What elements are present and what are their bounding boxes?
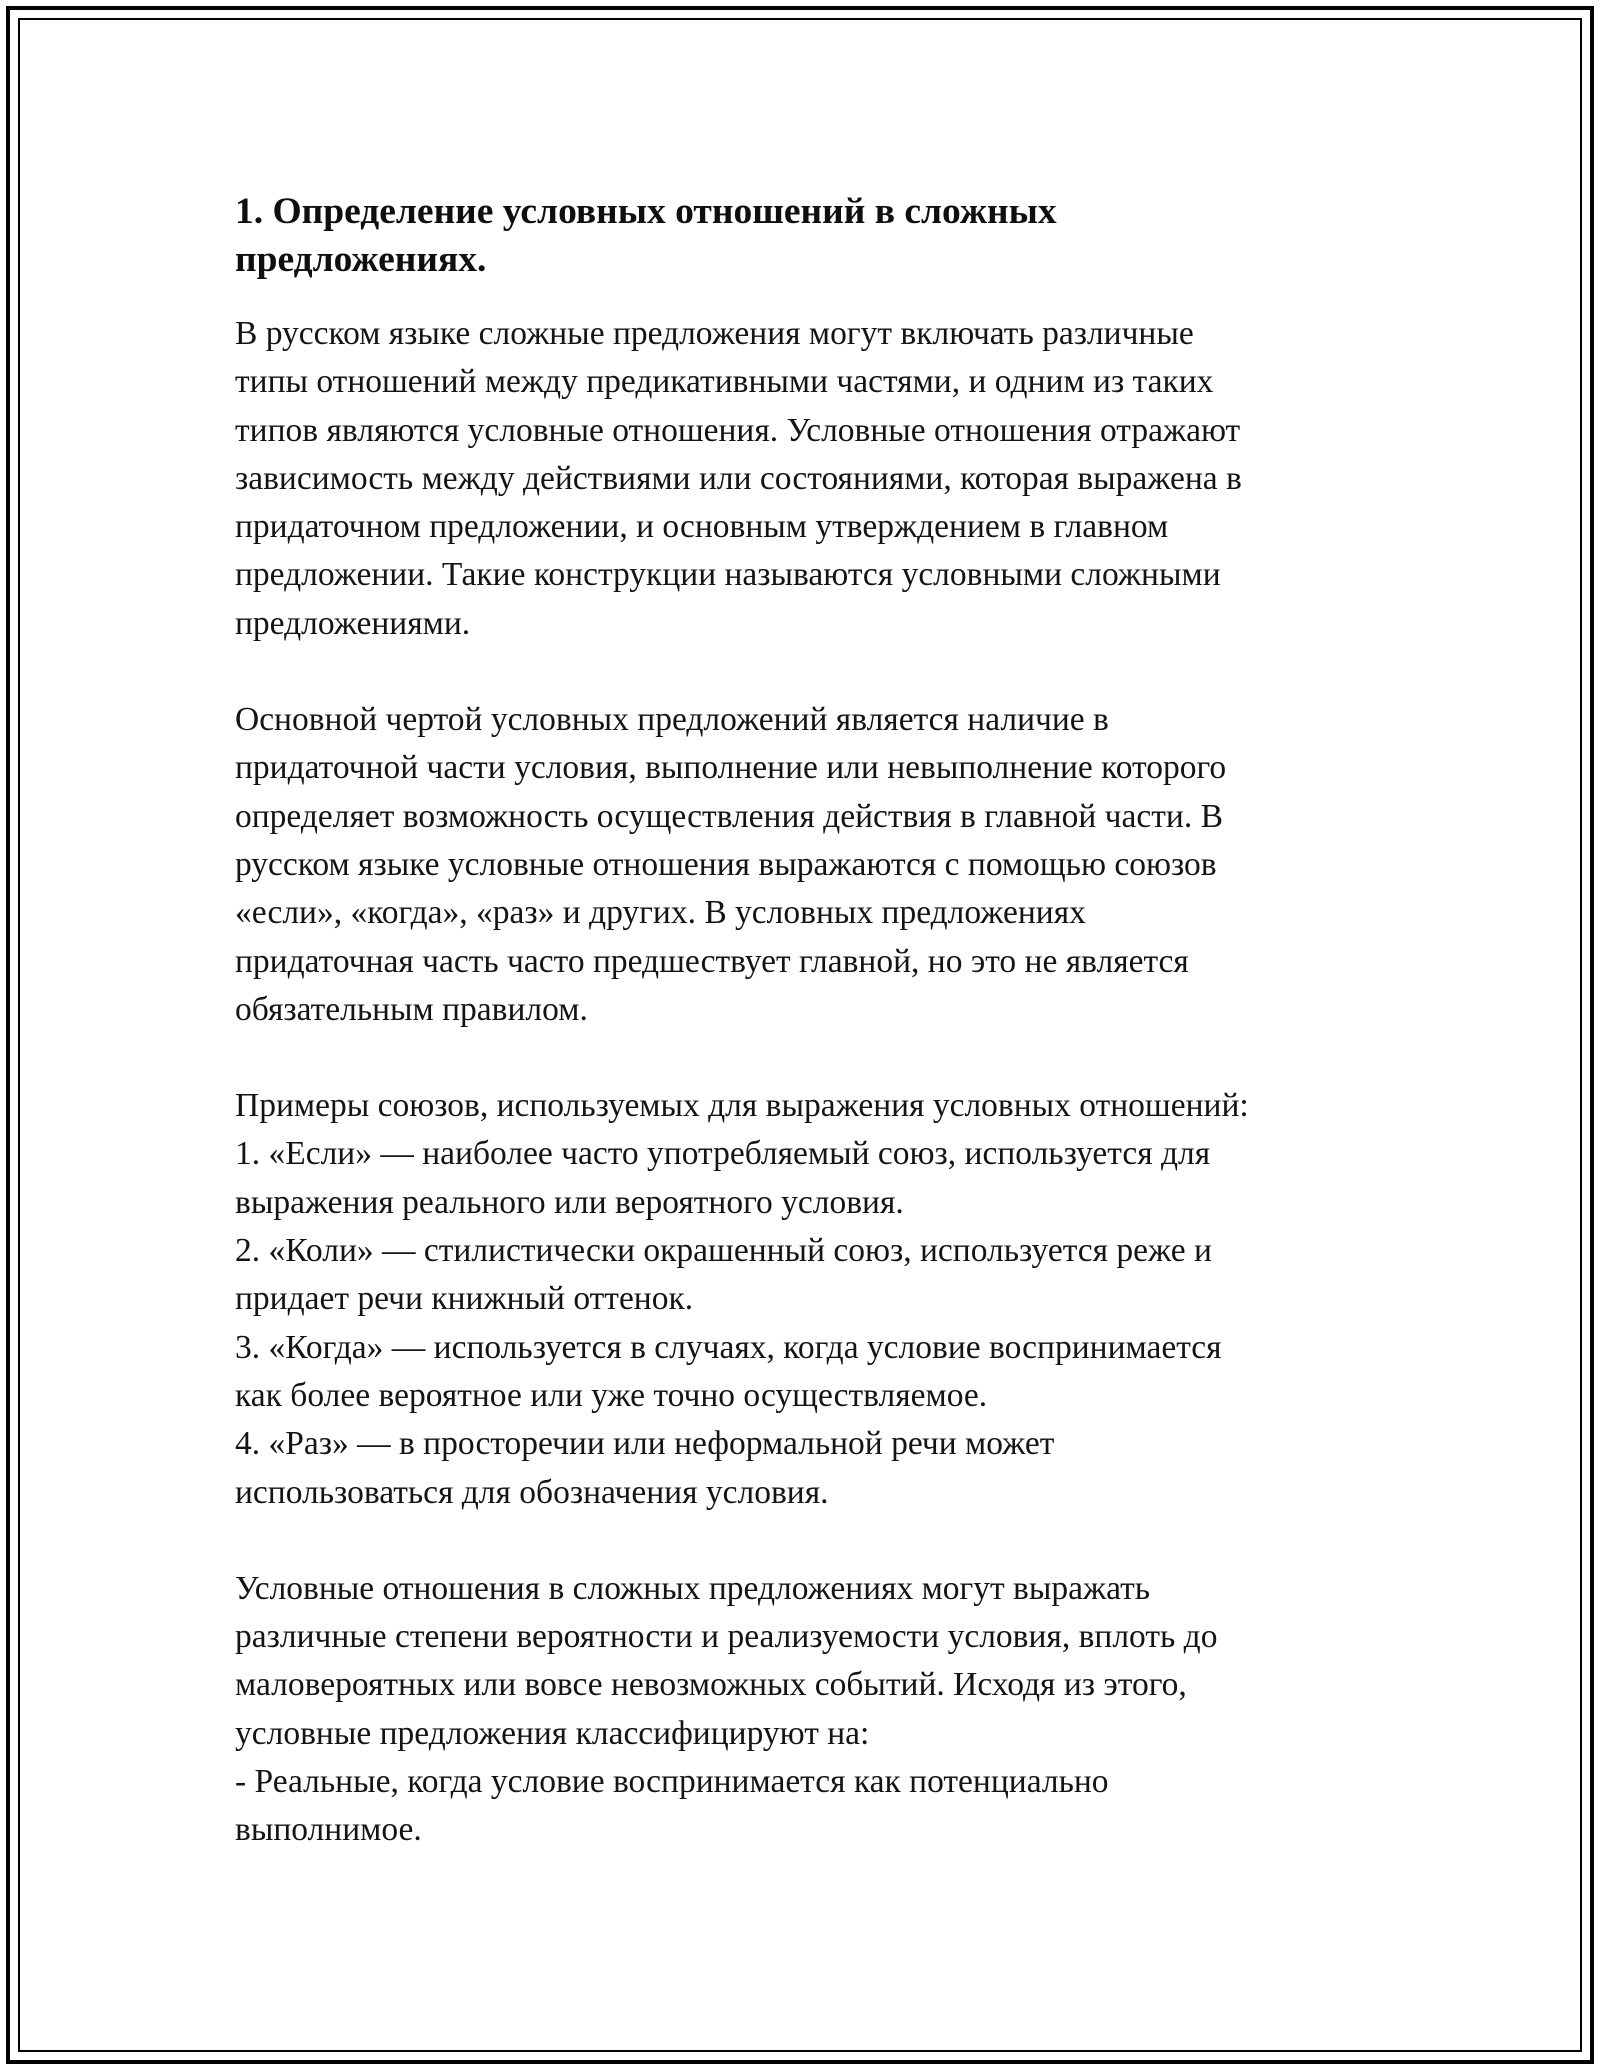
text-line: типы отношений между предикативными частями, и одним из таких — [235, 363, 1214, 401]
text-line: «если», «когда», «раз» и других. В условных предложениях — [235, 894, 1086, 932]
list-item-line: - Реальные, когда условие воспринимается как потенциально — [235, 1763, 1109, 1801]
text-line: придаточном предложении, и основным утверждением в главном — [235, 508, 1169, 546]
heading-line: 1. Определение условных отношений в сложных — [235, 191, 1057, 232]
list-item-line: выполнимое. — [235, 1811, 422, 1849]
text-line: условные предложения классифицируют на: — [235, 1714, 870, 1752]
text-line: В русском языке сложные предложения могут включать различные — [235, 315, 1194, 352]
list-item-line: 4. «Раз» — в просторечии или неформальной речи может — [235, 1425, 1055, 1463]
list-item-line: придает речи книжный оттенок. — [235, 1280, 694, 1318]
document-body — [235, 188, 1375, 1903]
paragraph-conjunction-examples — [235, 1082, 1375, 1517]
text-line: типов являются условные отношения. Условные отношения отражают — [235, 411, 1241, 449]
list-item-line: 3. «Когда» — используется в случаях, когда условие воспринимается — [235, 1328, 1222, 1366]
text-line: обязательным правилом. — [235, 990, 588, 1028]
text-line: предложении. Такие конструкции называются условными сложными — [235, 556, 1221, 594]
text-line: предложениями. — [235, 604, 471, 642]
list-item-line: выражения реального или вероятного условия. — [235, 1183, 904, 1221]
text-line: придаточная часть часто предшествует главной, но это не является — [235, 942, 1189, 980]
paragraph-main-feature — [235, 696, 1375, 1034]
section-heading — [235, 188, 1375, 284]
text-line: маловероятных или вовсе невозможных событий. Исходя из этого, — [235, 1666, 1187, 1704]
text-line: различные степени вероятности и реализуемости условия, вплоть до — [235, 1618, 1218, 1656]
paragraph-definition — [235, 310, 1375, 648]
text-line: Основной чертой условных предложений является наличие в — [235, 701, 1109, 739]
list-item-line: использоваться для обозначения условия. — [235, 1473, 829, 1511]
text-line: определяет возможность осуществления действия в главной части. В — [235, 797, 1223, 835]
heading-line: предложениях. — [235, 239, 487, 280]
text-line: русском языке условные отношения выражаются с помощью союзов — [235, 845, 1217, 883]
list-item-line: 1. «Если» — наиболее часто употребляемый союз, используется для — [235, 1135, 1211, 1173]
text-line: Примеры союзов, используемых для выражения условных отношений: — [235, 1087, 1249, 1125]
list-item-line: как более вероятное или уже точно осуществляемое. — [235, 1376, 988, 1414]
paragraph-classification — [235, 1565, 1375, 1855]
text-line: придаточной части условия, выполнение или невыполнение которого — [235, 749, 1227, 787]
text-line: Условные отношения в сложных предложениях могут выражать — [235, 1569, 1151, 1607]
text-line: зависимость между действиями или состояниями, которая выражена в — [235, 459, 1242, 497]
list-item-line: 2. «Коли» — стилистически окрашенный союз, используется реже и — [235, 1232, 1212, 1270]
